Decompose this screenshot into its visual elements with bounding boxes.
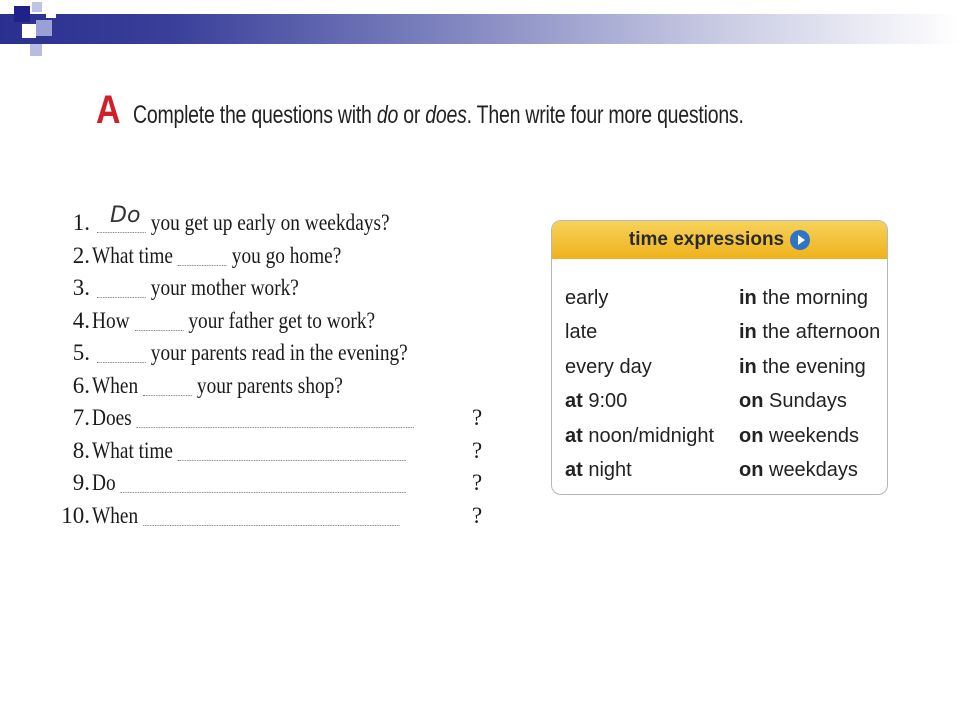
answer-blank[interactable] <box>178 261 227 266</box>
question-prefix: What time <box>92 242 174 268</box>
expression-text: the morning <box>756 286 868 309</box>
time-expression-left <box>552 390 739 413</box>
question-text <box>92 373 343 399</box>
answer-blank[interactable] <box>97 228 146 233</box>
expression-text: weekends <box>763 424 860 447</box>
exercise-instruction <box>133 101 744 130</box>
time-expression-right <box>739 390 847 413</box>
question-item <box>56 337 496 370</box>
time-expression-row <box>552 385 887 420</box>
question-number: 5. <box>72 340 90 366</box>
question-suffix: your mother work? <box>150 275 299 301</box>
expression-text: weekdays <box>763 459 858 482</box>
question-suffix: your father get to work? <box>188 307 376 333</box>
time-expressions-header <box>552 221 887 259</box>
question-prefix: Does <box>92 405 132 431</box>
question-suffix: you get up early on weekdays? <box>150 210 390 236</box>
question-suffix: your parents read in the evening? <box>150 340 408 366</box>
handwritten-answer: Do <box>110 203 141 228</box>
instruction-word-do: do <box>376 101 398 129</box>
preposition: at <box>565 390 583 413</box>
decorative-square <box>22 24 36 38</box>
answer-blank[interactable] <box>143 391 192 396</box>
preposition: at <box>565 424 583 447</box>
question-item <box>56 272 496 305</box>
preposition: on <box>739 424 764 447</box>
question-number: 9. <box>72 470 90 496</box>
preposition: on <box>739 390 764 413</box>
question-number: 10. <box>61 502 90 528</box>
instruction-word-does: does <box>425 101 467 129</box>
preposition: in <box>739 321 757 344</box>
instruction-part: . Then write four more questions. <box>466 101 744 129</box>
time-expression-row <box>552 350 887 385</box>
time-expression-row <box>552 281 887 316</box>
answer-blank[interactable] <box>143 521 399 526</box>
expression-text: late <box>565 321 598 344</box>
question-number: 2. <box>72 242 90 268</box>
decorative-square <box>30 44 42 56</box>
time-expression-left <box>552 356 739 379</box>
question-item <box>56 467 496 500</box>
answer-blank[interactable] <box>121 488 407 493</box>
question-prefix: When <box>92 372 139 398</box>
expression-text: Sundays <box>763 390 847 413</box>
question-number: 8. <box>72 437 90 463</box>
time-expression-row <box>552 419 887 454</box>
question-text <box>92 438 412 464</box>
exercise-heading <box>96 88 816 138</box>
question-text <box>92 275 299 301</box>
question-text <box>92 470 411 496</box>
title-decoration-band <box>0 14 960 44</box>
question-text <box>92 308 375 334</box>
time-expression-row <box>552 454 887 489</box>
question-prefix: How <box>92 307 130 333</box>
expression-text: early <box>565 286 609 309</box>
answer-blank[interactable] <box>178 456 406 461</box>
answer-blank[interactable] <box>97 358 146 363</box>
preposition: in <box>739 286 757 309</box>
time-expression-right <box>739 321 880 344</box>
expression-text: the afternoon <box>756 321 881 344</box>
question-mark: ? <box>472 502 483 528</box>
question-text <box>92 340 408 366</box>
play-icon[interactable] <box>790 230 810 250</box>
question-number: 3. <box>72 275 90 301</box>
decorative-square <box>14 6 30 22</box>
question-mark: ? <box>472 437 483 463</box>
instruction-part: or <box>397 101 426 129</box>
expression-text: the evening <box>756 355 866 378</box>
question-mark: ? <box>472 470 483 496</box>
question-prefix: Do <box>92 470 116 496</box>
answer-blank[interactable] <box>97 293 146 298</box>
question-item <box>56 402 496 435</box>
time-expression-left <box>552 321 739 344</box>
question-number: 6. <box>72 372 90 398</box>
question-suffix: your parents shop? <box>196 372 343 398</box>
decorative-square <box>46 8 56 18</box>
question-prefix: When <box>92 502 139 528</box>
time-expression-right <box>739 287 868 310</box>
expression-text: 9:00 <box>582 390 628 413</box>
time-expression-right <box>739 459 858 482</box>
preposition: on <box>739 459 764 482</box>
time-expression-row <box>552 316 887 351</box>
question-list <box>56 203 496 532</box>
time-expression-left <box>552 287 739 310</box>
preposition: at <box>565 459 583 482</box>
decorative-square <box>36 20 52 36</box>
question-number: 7. <box>72 405 90 431</box>
question-item <box>56 203 496 240</box>
question-number: 1. <box>72 210 90 236</box>
question-item <box>56 240 496 273</box>
expression-text: noon/midnight <box>582 424 714 447</box>
exercise-letter: A <box>96 88 121 132</box>
time-expression-right <box>739 425 859 448</box>
time-expression-left <box>552 459 739 482</box>
time-expression-right <box>739 356 866 379</box>
answer-blank[interactable] <box>135 326 184 331</box>
question-text <box>92 243 341 269</box>
question-item <box>56 500 496 533</box>
question-item <box>56 435 496 468</box>
time-expressions-title: time expressions <box>628 229 785 250</box>
expression-text: every day <box>565 355 652 378</box>
question-suffix: you go home? <box>231 242 342 268</box>
question-mark: ? <box>472 405 483 431</box>
question-prefix: What time <box>92 437 174 463</box>
time-expression-left <box>552 425 739 448</box>
time-expressions-list <box>552 259 887 488</box>
decorative-square <box>32 2 42 12</box>
time-expressions-box <box>551 220 888 495</box>
question-number: 4. <box>72 307 90 333</box>
preposition: in <box>739 355 757 378</box>
question-text <box>92 405 419 431</box>
question-text <box>92 503 404 529</box>
question-item <box>56 305 496 338</box>
instruction-part: Complete the questions with <box>132 101 377 129</box>
question-item <box>56 370 496 403</box>
answer-blank[interactable] <box>137 423 414 428</box>
expression-text: night <box>582 459 632 482</box>
